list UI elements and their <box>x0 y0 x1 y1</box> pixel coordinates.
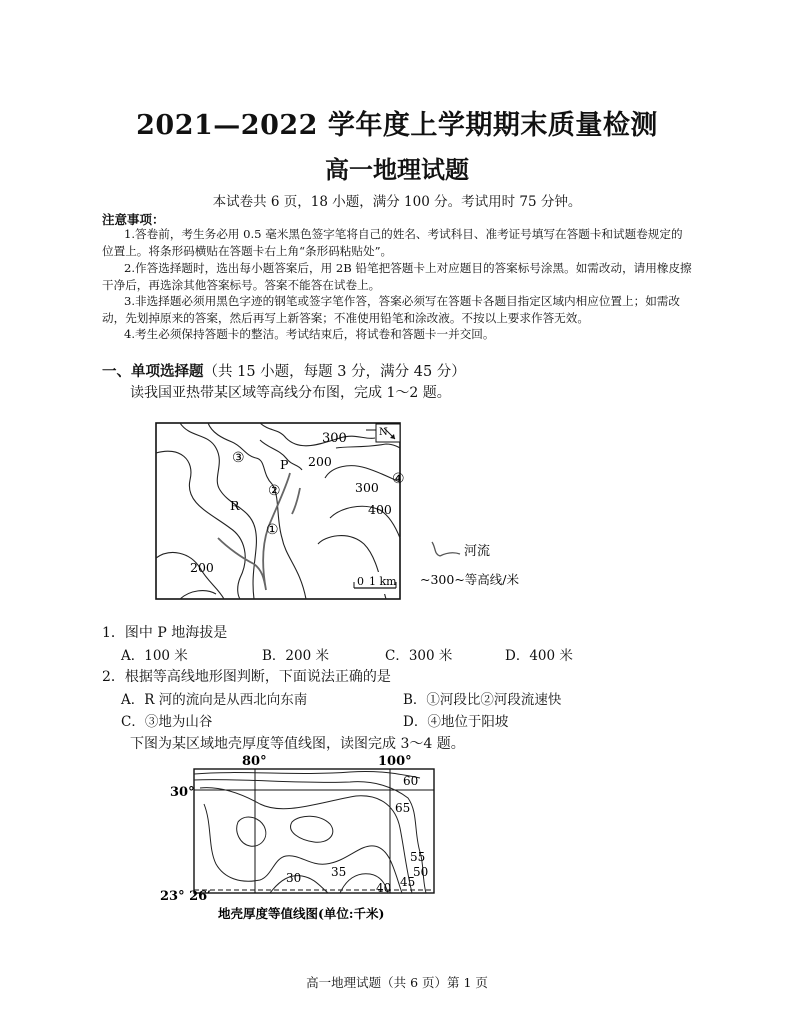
question-stem: 1．图中 P 地海拔是 <box>102 625 228 641</box>
question-intro: 读我国亚热带某区域等高线分布图，完成 1～2 题。 <box>130 385 451 401</box>
answer-option[interactable]: D．400 米 <box>505 648 573 664</box>
map-caption: 地壳厚度等值线图(单位:千米) <box>218 906 385 921</box>
notes-heading: 注意事项： <box>102 212 165 227</box>
contour-label: 300 <box>355 480 379 495</box>
point-label: ① <box>266 522 279 538</box>
note-item: 3.非选择题必须用黑色字迹的钢笔或签字笔作答，答案必须写在答题卡各题目指定区域内相应位置上；如需改动，先划掉原来的答案，然后再写上新答案；不准使用铅笔和涂改液。不按以上要求作答无效。 <box>102 294 680 325</box>
answer-option[interactable]: A．R 河的流向是从西北向东南 <box>121 692 308 708</box>
answer-option[interactable]: C．③地为山谷 <box>121 714 213 730</box>
isoline <box>194 771 420 778</box>
river-line <box>218 473 300 590</box>
isoline-label: 60 <box>403 774 419 788</box>
isoline-label: 45 <box>400 875 416 889</box>
contour-label: 400 <box>368 502 392 517</box>
question-intro: 下图为某区域地壳厚度等值线图，读图完成 3～4 题。 <box>130 736 465 752</box>
contour-line <box>180 591 216 599</box>
scale-label: 0 <box>357 575 364 588</box>
note-item: 2.作答选择题时，选出每小题答案后，用 2B 铅笔把答题卡上对应题目的答案标号涂黑。如需改动，请用橡皮擦干净后，再选涂其他答案标号。答案不能答在试卷上。 <box>102 261 692 292</box>
isoline <box>204 804 402 893</box>
scale-label: 1 km <box>369 575 397 588</box>
exam-subtitle: 高一地理试题 <box>325 155 469 184</box>
isoline <box>194 780 429 893</box>
section-title: 一、单项选择题 <box>102 364 204 380</box>
latitude-label: 30° <box>170 785 195 800</box>
answer-option[interactable]: D．④地位于阳坡 <box>403 714 509 730</box>
north-label: N <box>379 427 388 438</box>
isoline-label: 30 <box>286 871 302 885</box>
question-stem: 2．根据等高线地形图判断，下面说法正确的是 <box>102 669 391 685</box>
answer-option[interactable]: B．①河段比②河段流速快 <box>403 692 562 708</box>
answer-option[interactable]: C．300 米 <box>385 648 453 664</box>
contour-line <box>208 423 306 599</box>
exam-title: 2021—2022 学年度上学期期末质量检测 <box>136 110 658 141</box>
contour-line <box>260 423 375 446</box>
point-label: ③ <box>232 450 245 466</box>
longitude-label: 80° <box>242 754 267 769</box>
legend-river: 河流 <box>464 544 491 559</box>
legend-contour: ~300~等高线/米 <box>420 572 520 587</box>
note-item: 1.答卷前，考生务必用 0.5 毫米黑色签字笔将自己的姓名、考试科目、准考证号填写在答题卡和试题卷规定的位置上。将条形码横贴在答题卡右上角“条形码粘贴处”。 <box>102 227 683 258</box>
contour-label: 300 <box>322 431 347 446</box>
longitude-label: 100° <box>378 754 412 769</box>
crust-thickness-map <box>160 752 450 924</box>
note-item: 4.考生必须保持答题卡的整洁。考试结束后，将试卷和答题卡一并交回。 <box>124 327 495 341</box>
page-footer: 高一地理试题（共 6 页）第 1 页 <box>306 975 488 990</box>
exam-intro: 本试卷共 6 页，18 小题，满分 100 分。考试用时 75 分钟。 <box>212 194 582 210</box>
section-heading <box>102 360 466 381</box>
point-label: ② <box>268 483 281 499</box>
river-legend-icon <box>432 542 460 556</box>
isoline <box>237 817 266 846</box>
contour-label: 200 <box>308 454 332 469</box>
isoline-label: 35 <box>331 865 347 879</box>
isoline-label: 55 <box>410 850 426 864</box>
section-detail: （共 15 小题，每题 3 分，满分 45 分） <box>203 364 466 380</box>
isoline-label: 65 <box>395 801 411 815</box>
isoline <box>291 816 333 842</box>
answer-option[interactable]: B．200 米 <box>262 648 329 664</box>
latitude-label: 23° 26′ <box>160 889 211 904</box>
isoline-label: 40 <box>376 881 392 895</box>
isoline-label: 50 <box>413 865 429 879</box>
river-label: R <box>230 498 240 513</box>
contour-map <box>150 418 520 604</box>
contour-label: 200 <box>190 560 214 575</box>
map-frame <box>194 769 434 893</box>
contour-line <box>156 451 245 599</box>
point-label: P <box>280 457 289 472</box>
point-label: ④ <box>392 471 405 487</box>
answer-option[interactable]: A．100 米 <box>121 648 188 664</box>
